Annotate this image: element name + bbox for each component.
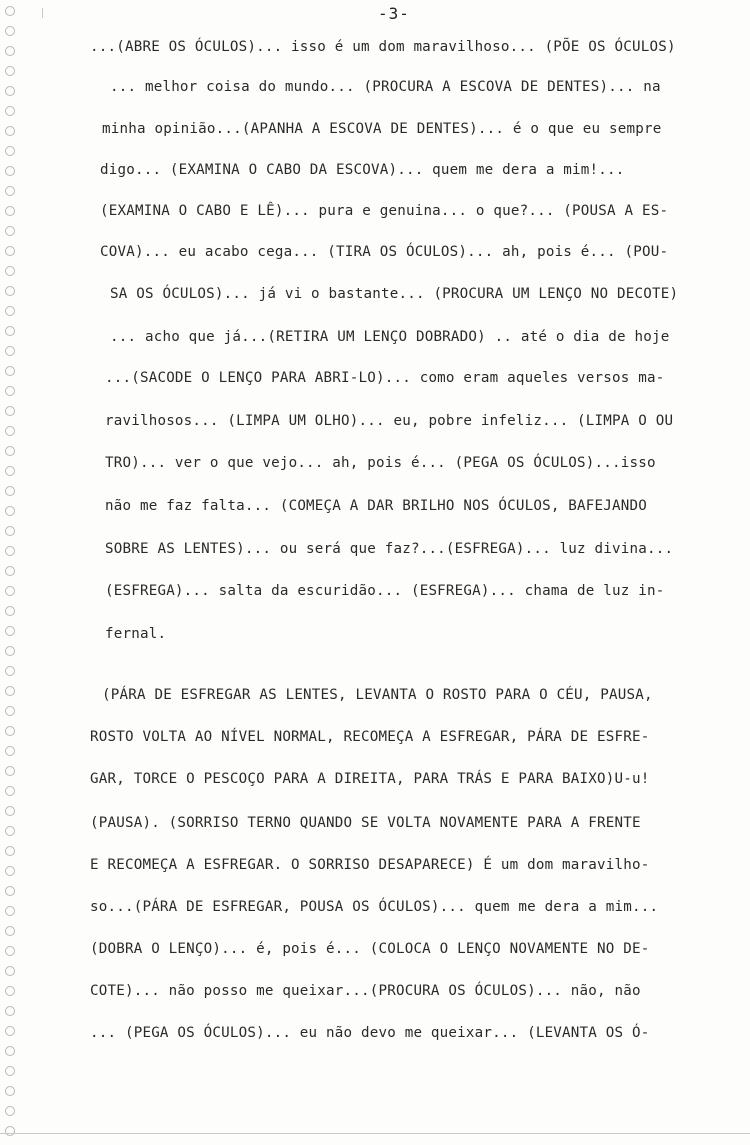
text-line: fernal.	[105, 626, 167, 642]
binding-hole-icon	[5, 246, 15, 256]
binding-hole-icon	[5, 546, 15, 556]
text-line: não me faz falta... (COMEÇA A DAR BRILHO NOS ÓCULOS, BAFEJANDO	[105, 498, 647, 514]
text-line: COTE)... não posso me queixar...(PROCURA OS ÓCULOS)... não, não	[90, 983, 641, 999]
text-line: COVA)... eu acabo cega... (TIRA OS ÓCULOS)... ah, pois é... (POU-	[100, 244, 669, 260]
binding-hole-icon	[5, 26, 15, 36]
binding-hole-icon	[5, 586, 15, 596]
binding-hole-icon	[5, 526, 15, 536]
text-line: minha opinião...(APANHA A ESCOVA DE DENTES)... é o que eu sempre	[102, 121, 662, 137]
binding-hole-icon	[5, 906, 15, 916]
binding-hole-icon	[5, 166, 15, 176]
binding-hole-icon	[5, 626, 15, 636]
text-line: ... (PEGA OS ÓCULOS)... eu não devo me queixar... (LEVANTA OS Ó-	[90, 1025, 650, 1041]
binding-hole-icon	[5, 886, 15, 896]
text-line: (PAUSA). (SORRISO TERNO QUANDO SE VOLTA NOVAMENTE PARA A FRENTE	[90, 815, 641, 831]
binding-hole-icon	[5, 286, 15, 296]
text-line: (EXAMINA O CABO E LÊ)... pura e genuina... o que?... (POUSA A ES-	[100, 203, 669, 219]
paragraph-1	[90, 38, 702, 658]
text-line: ... acho que já...(RETIRA UM LENÇO DOBRADO) .. até o dia de hoje	[110, 329, 670, 345]
text-line: so...(PÁRA DE ESFREGAR, POUSA OS ÓCULOS)... quem me dera a mim...	[90, 899, 659, 915]
binding-hole-icon	[5, 486, 15, 496]
binding-hole-icon	[5, 1106, 15, 1116]
binding-hole-icon	[5, 806, 15, 816]
binding-hole-icon	[5, 946, 15, 956]
binding-hole-icon	[5, 986, 15, 996]
binding-hole-icon	[5, 406, 15, 416]
binding-hole-icon	[5, 1086, 15, 1096]
margin-mark	[42, 8, 43, 18]
binding-hole-icon	[5, 1066, 15, 1076]
text-line: ...(ABRE OS ÓCULOS)... isso é um dom maravilhoso... (PÕE OS ÓCULOS)	[90, 39, 676, 55]
binding-hole-icon	[5, 1126, 15, 1136]
paragraph-2	[90, 686, 702, 1086]
binding-hole-icon	[5, 1026, 15, 1036]
text-line: ravilhosos... (LIMPA UM OLHO)... eu, pobre infeliz... (LIMPA O OU	[105, 413, 674, 429]
binding-hole-icon	[5, 966, 15, 976]
text-line: SOBRE AS LENTES)... ou será que faz?...(ESFREGA)... luz divina...	[105, 541, 674, 557]
text-line: ...(SACODE O LENÇO PARA ABRI-LO)... como eram aqueles versos ma-	[105, 370, 665, 386]
binding-hole-icon	[5, 346, 15, 356]
binding-hole-icon	[5, 126, 15, 136]
binding-hole-icon	[5, 306, 15, 316]
binding-hole-icon	[5, 846, 15, 856]
binding-hole-icon	[5, 446, 15, 456]
binding-hole-icon	[5, 666, 15, 676]
binding-hole-icon	[5, 266, 15, 276]
binding-hole-icon	[5, 46, 15, 56]
page-number: -3-	[378, 4, 410, 23]
binding-hole-icon	[5, 866, 15, 876]
binding-hole-icon	[5, 686, 15, 696]
binding-hole-icon	[5, 746, 15, 756]
binding-hole-icon	[5, 366, 15, 376]
text-line: (ESFREGA)... salta da escuridão... (ESFREGA)... chama de luz in-	[105, 583, 665, 599]
text-line: ... melhor coisa do mundo... (PROCURA A ESCOVA DE DENTES)... na	[110, 79, 661, 95]
binding-hole-icon	[5, 6, 15, 16]
binding-hole-icon	[5, 66, 15, 76]
binding-hole-icon	[5, 506, 15, 516]
binding-hole-icon	[5, 726, 15, 736]
binding-hole-icon	[5, 466, 15, 476]
text-line: (PÁRA DE ESFREGAR AS LENTES, LEVANTA O ROSTO PARA O CÉU, PAUSA,	[102, 687, 653, 703]
text-line: E RECOMEÇA A ESFREGAR. O SORRISO DESAPARECE) É um dom maravilho-	[90, 857, 650, 873]
binding-hole-icon	[5, 106, 15, 116]
binding-hole-icon	[5, 606, 15, 616]
binding-hole-icon	[5, 146, 15, 156]
binding-hole-icon	[5, 86, 15, 96]
bottom-edge	[0, 1133, 750, 1134]
binding-hole-icon	[5, 186, 15, 196]
binding-hole-icon	[5, 226, 15, 236]
text-line: TRO)... ver o que vejo... ah, pois é... (PEGA OS ÓCULOS)...isso	[105, 455, 656, 471]
binding-hole-icon	[5, 206, 15, 216]
binding-hole-icon	[5, 766, 15, 776]
binding-hole-icon	[5, 786, 15, 796]
binding-hole-icon	[5, 706, 15, 716]
binding-hole-icon	[5, 1046, 15, 1056]
text-line: GAR, TORCE O PESCOÇO PARA A DIREITA, PARA TRÁS E PARA BAIXO)U-u!	[90, 771, 650, 787]
binding-hole-icon	[5, 326, 15, 336]
binding-hole-icon	[5, 386, 15, 396]
binding-hole-icon	[5, 926, 15, 936]
binding-hole-icon	[5, 1006, 15, 1016]
binding-hole-icon	[5, 826, 15, 836]
binding-hole-icon	[5, 566, 15, 576]
text-line: ROSTO VOLTA AO NÍVEL NORMAL, RECOMEÇA A ESFREGAR, PÁRA DE ESFRE-	[90, 729, 650, 745]
text-line: (DOBRA O LENÇO)... é, pois é... (COLOCA O LENÇO NOVAMENTE NO DE-	[90, 941, 650, 957]
binding-holes	[2, 0, 22, 1145]
text-line: digo... (EXAMINA O CABO DA ESCOVA)... quem me dera a mim!...	[100, 162, 625, 178]
text-line: SA OS ÓCULOS)... já vi o bastante... (PROCURA UM LENÇO NO DECOTE)	[110, 286, 679, 302]
binding-hole-icon	[5, 426, 15, 436]
binding-hole-icon	[5, 646, 15, 656]
